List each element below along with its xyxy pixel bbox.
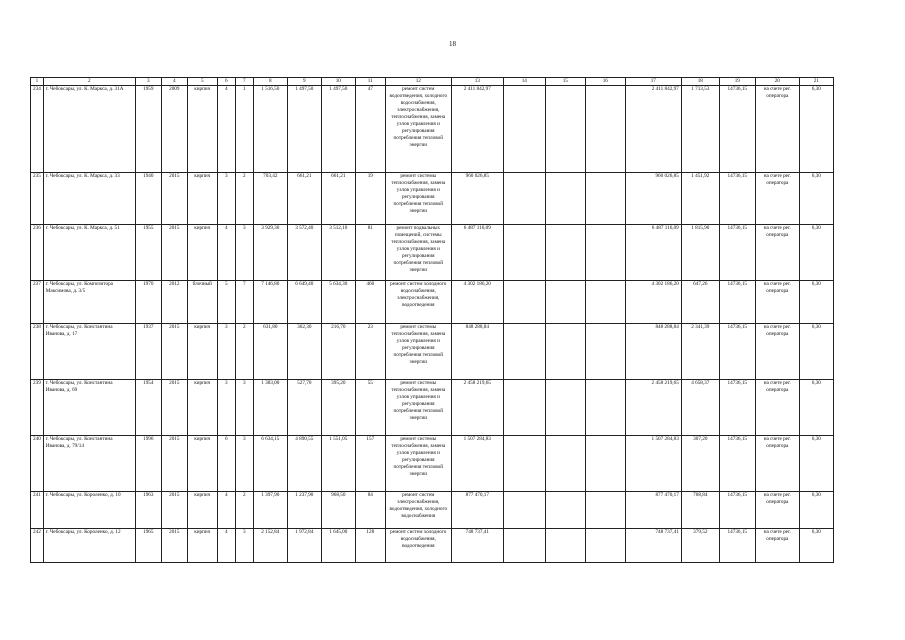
repair-works-cell: ремонт систем холодного водоснабжения, электроснабжения, водоотведения	[385, 281, 451, 324]
column-number: 9	[287, 78, 321, 86]
wall-material-cell: кирпич	[187, 225, 217, 281]
cost-per-m2-cell: 708,84	[681, 492, 719, 529]
cost-per-m2-cell: 647,26	[681, 281, 719, 324]
year-repair-cell: 2015	[161, 529, 187, 563]
column-number: 5	[187, 78, 217, 86]
total-area-cell: 1 516,50	[253, 86, 287, 173]
empty-cell-14	[503, 225, 545, 281]
column-number: 10	[321, 78, 355, 86]
empty-cell-16	[585, 225, 625, 281]
repair-cost-total-cell: 2 411 842,97	[625, 86, 681, 173]
fund-account-cell: на счете рег. оператора	[755, 225, 799, 281]
address-cell: г. Чебоксары, ул. Композитора Максимова, д. 3/5	[43, 281, 135, 324]
year-built-cell: 1996	[135, 436, 161, 492]
table-row	[31, 173, 834, 225]
contribution-rate-cell: 6,30	[799, 492, 833, 529]
year-built-cell: 1970	[135, 281, 161, 324]
living-area-cell: 661,21	[287, 173, 321, 225]
empty-cell-14	[503, 436, 545, 492]
column-number: 6	[217, 78, 235, 86]
floors-cell: 5	[217, 281, 235, 324]
table-row	[31, 225, 834, 281]
cost-limit-cell: 14736,15	[719, 324, 755, 380]
empty-cell-15	[545, 225, 585, 281]
year-built-cell: 1963	[135, 492, 161, 529]
cost-per-m2-cell: 1 815,90	[681, 225, 719, 281]
fund-account-cell: на счете рег. оператора	[755, 380, 799, 436]
cost-per-m2-cell: 1 451,92	[681, 173, 719, 225]
year-repair-cell: 2015	[161, 324, 187, 380]
table-row	[31, 86, 834, 173]
total-area-cell: 631,80	[253, 324, 287, 380]
wall-material-cell: кирпич	[187, 492, 217, 529]
wall-material-cell: блочный	[187, 281, 217, 324]
residents-cell: 47	[355, 86, 385, 173]
owned-area-cell: 1 645,00	[321, 529, 355, 563]
repair-cost-cell: 877 470,17	[451, 492, 503, 529]
owned-area-cell: 5 634,30	[321, 281, 355, 324]
empty-cell-14	[503, 281, 545, 324]
entrances-cell: 3	[235, 380, 253, 436]
floors-cell: 4	[217, 225, 235, 281]
empty-cell-15	[545, 492, 585, 529]
repair-works-cell: ремонт систем водоотведения, холодного водоснабжения, электроснабжения, теплоснабжения, замена узлов управления и регулирования потребления тепловой энергии	[385, 86, 451, 173]
column-number: 19	[719, 78, 755, 86]
contribution-rate-cell: 6,30	[799, 436, 833, 492]
year-repair-cell: 2015	[161, 492, 187, 529]
empty-cell-14	[503, 529, 545, 563]
fund-account-cell: на счете рег. оператора	[755, 86, 799, 173]
fund-account-cell: на счете рег. оператора	[755, 173, 799, 225]
wall-material-cell: кирпич	[187, 380, 217, 436]
empty-cell-16	[585, 436, 625, 492]
year-repair-cell: 2015	[161, 173, 187, 225]
row-number: 241	[31, 492, 44, 529]
living-area-cell: 1 972,84	[287, 529, 321, 563]
empty-cell-16	[585, 86, 625, 173]
total-area-cell: 2 152,84	[253, 529, 287, 563]
cost-limit-cell: 14736,15	[719, 436, 755, 492]
cost-per-m2-cell: 379,52	[681, 529, 719, 563]
residents-cell: 460	[355, 281, 385, 324]
entrances-cell: 1	[235, 86, 253, 173]
repair-works-cell: ремонт подвальных помещений, системы теплоснабжения, замена узлов управления и регулирования потребления тепловой энергии	[385, 225, 451, 281]
cost-limit-cell: 14736,15	[719, 173, 755, 225]
repair-cost-total-cell: 877 470,17	[625, 492, 681, 529]
floors-cell: 3	[217, 173, 235, 225]
living-area-cell: 4 890,55	[287, 436, 321, 492]
column-number: 1	[31, 78, 44, 86]
year-repair-cell: 2015	[161, 380, 187, 436]
cost-limit-cell: 14736,15	[719, 492, 755, 529]
page-number: 18	[449, 40, 456, 48]
repair-cost-cell: 2 458 219,65	[451, 380, 503, 436]
repair-works-cell: ремонт системы теплоснабжения, замена узлов управления и регулирования потребления тепловой энергии	[385, 324, 451, 380]
column-number: 8	[253, 78, 287, 86]
repair-cost-total-cell: 2 458 219,65	[625, 380, 681, 436]
living-area-cell: 3 572,40	[287, 225, 321, 281]
year-repair-cell: 2015	[161, 225, 187, 281]
fund-account-cell: на счете рег. оператора	[755, 281, 799, 324]
column-number: 16	[585, 78, 625, 86]
empty-cell-15	[545, 436, 585, 492]
repair-works-cell: ремонт системы теплоснабжения, замена узлов управления и регулирования потребления тепловой энергии	[385, 436, 451, 492]
table-row	[31, 436, 834, 492]
column-number: 2	[43, 78, 135, 86]
column-number: 13	[451, 78, 503, 86]
repair-cost-cell: 6 487 116,09	[451, 225, 503, 281]
cost-limit-cell: 14736,15	[719, 281, 755, 324]
fund-account-cell: на счете рег. оператора	[755, 529, 799, 563]
empty-cell-14	[503, 173, 545, 225]
address-cell: г. Чебоксары, ул. Константина Иванова, д. 17	[43, 324, 135, 380]
total-area-cell: 6 634,15	[253, 436, 287, 492]
capital-repair-register-table	[30, 77, 834, 563]
floors-cell: 3	[217, 324, 235, 380]
repair-cost-cell: 848 288,84	[451, 324, 503, 380]
owned-area-cell: 395,20	[321, 380, 355, 436]
column-number-row	[31, 78, 834, 86]
repair-works-cell: ремонт систем электроснабжения, водоотведения, холодного водоснабжения	[385, 492, 451, 529]
living-area-cell: 1 237,90	[287, 492, 321, 529]
address-cell: г. Чебоксары, ул. К. Маркса, д. 51	[43, 225, 135, 281]
repair-cost-total-cell: 1 507 284,83	[625, 436, 681, 492]
total-area-cell: 703,42	[253, 173, 287, 225]
year-repair-cell: 2012	[161, 281, 187, 324]
column-number: 20	[755, 78, 799, 86]
entrances-cell: 3	[235, 436, 253, 492]
empty-cell-14	[503, 492, 545, 529]
entrances-cell: 7	[235, 281, 253, 324]
table-row	[31, 492, 834, 529]
contribution-rate-cell: 6,30	[799, 86, 833, 173]
cost-per-m2-cell: 1 713,53	[681, 86, 719, 173]
column-number: 3	[135, 78, 161, 86]
empty-cell-16	[585, 173, 625, 225]
repair-works-cell: ремонт системы теплоснабжения, замена узлов управления и регулирования потребления тепловой энергии	[385, 173, 451, 225]
table-row	[31, 380, 834, 436]
empty-cell-15	[545, 380, 585, 436]
repair-cost-total-cell: 6 487 116,09	[625, 225, 681, 281]
living-area-cell: 1 497,50	[287, 86, 321, 173]
residents-cell: 55	[355, 380, 385, 436]
row-number: 236	[31, 225, 44, 281]
empty-cell-15	[545, 86, 585, 173]
total-area-cell: 1 397,90	[253, 492, 287, 529]
year-built-cell: 1940	[135, 173, 161, 225]
living-area-cell: 6 649,40	[287, 281, 321, 324]
empty-cell-15	[545, 324, 585, 380]
repair-cost-total-cell: 4 302 186,20	[625, 281, 681, 324]
row-number: 239	[31, 380, 44, 436]
floors-cell: 4	[217, 492, 235, 529]
living-area-cell: 527,70	[287, 380, 321, 436]
contribution-rate-cell: 6,30	[799, 225, 833, 281]
fund-account-cell: на счете рег. оператора	[755, 492, 799, 529]
wall-material-cell: кирпич	[187, 324, 217, 380]
floors-cell: 6	[217, 436, 235, 492]
repair-cost-total-cell: 748 737,41	[625, 529, 681, 563]
year-repair-cell: 2009	[161, 86, 187, 173]
wall-material-cell: кирпич	[187, 436, 217, 492]
year-built-cell: 1955	[135, 225, 161, 281]
total-area-cell: 7 146,80	[253, 281, 287, 324]
wall-material-cell: кирпич	[187, 173, 217, 225]
entrances-cell: 2	[235, 173, 253, 225]
column-number: 21	[799, 78, 833, 86]
wall-material-cell: кирпич	[187, 529, 217, 563]
contribution-rate-cell: 6,30	[799, 173, 833, 225]
table-row	[31, 529, 834, 563]
contribution-rate-cell: 6,30	[799, 324, 833, 380]
residents-cell: 157	[355, 436, 385, 492]
residents-cell: 19	[355, 173, 385, 225]
column-number: 15	[545, 78, 585, 86]
empty-cell-16	[585, 380, 625, 436]
repair-works-cell: ремонт системы теплоснабжения, замена узлов управления и регулирования потребления тепловой энергии	[385, 380, 451, 436]
residents-cell: 23	[355, 324, 385, 380]
cost-limit-cell: 14736,15	[719, 529, 755, 563]
repair-cost-cell: 4 302 186,20	[451, 281, 503, 324]
address-cell: г. Чебоксары, ул. Константина Иванова, д. 79/14	[43, 436, 135, 492]
entrances-cell: 3	[235, 225, 253, 281]
table-row	[31, 324, 834, 380]
repair-cost-total-cell: 960 026,85	[625, 173, 681, 225]
address-cell: г. Чебоксары, ул. Короленко, д. 10	[43, 492, 135, 529]
empty-cell-14	[503, 86, 545, 173]
owned-area-cell: 661,21	[321, 173, 355, 225]
owned-area-cell: 3 512,10	[321, 225, 355, 281]
total-area-cell: 3 929,30	[253, 225, 287, 281]
empty-cell-14	[503, 380, 545, 436]
column-number: 11	[355, 78, 385, 86]
column-number: 14	[503, 78, 545, 86]
residents-cell: 84	[355, 492, 385, 529]
cost-limit-cell: 14736,15	[719, 380, 755, 436]
contribution-rate-cell: 6,30	[799, 529, 833, 563]
column-number: 18	[681, 78, 719, 86]
year-built-cell: 1937	[135, 324, 161, 380]
repair-cost-cell: 748 737,41	[451, 529, 503, 563]
empty-cell-16	[585, 281, 625, 324]
owned-area-cell: 1 497,50	[321, 86, 355, 173]
repair-cost-cell: 1 507 284,83	[451, 436, 503, 492]
address-cell: г. Чебоксары, ул. К. Маркса, д. 31А	[43, 86, 135, 173]
column-number: 4	[161, 78, 187, 86]
entrances-cell: 2	[235, 492, 253, 529]
row-number: 238	[31, 324, 44, 380]
total-area-cell: 1 383,00	[253, 380, 287, 436]
fund-account-cell: на счете рег. оператора	[755, 436, 799, 492]
year-built-cell: 1954	[135, 380, 161, 436]
empty-cell-15	[545, 529, 585, 563]
floors-cell: 4	[217, 86, 235, 173]
table-row	[31, 281, 834, 324]
cost-limit-cell: 14736,15	[719, 86, 755, 173]
empty-cell-15	[545, 281, 585, 324]
wall-material-cell: кирпич	[187, 86, 217, 173]
column-number: 17	[625, 78, 681, 86]
fund-account-cell: на счете рег. оператора	[755, 324, 799, 380]
entrances-cell: 2	[235, 324, 253, 380]
cost-per-m2-cell: 4 658,37	[681, 380, 719, 436]
entrances-cell: 3	[235, 529, 253, 563]
cost-limit-cell: 14736,15	[719, 225, 755, 281]
repair-works-cell: ремонт систем холодного водоснабжения, водоотведения	[385, 529, 451, 563]
row-number: 242	[31, 529, 44, 563]
cost-per-m2-cell: 2 341,39	[681, 324, 719, 380]
address-cell: г. Чебоксары, ул. Короленко, д. 12	[43, 529, 135, 563]
row-number: 235	[31, 173, 44, 225]
address-cell: г. Чебоксары, ул. К. Маркса, д. 33	[43, 173, 135, 225]
year-repair-cell: 2015	[161, 436, 187, 492]
floors-cell: 3	[217, 380, 235, 436]
empty-cell-14	[503, 324, 545, 380]
empty-cell-16	[585, 492, 625, 529]
repair-cost-total-cell: 848 288,84	[625, 324, 681, 380]
address-cell: г. Чебоксары, ул. Константина Иванова, д. 69	[43, 380, 135, 436]
column-number: 7	[235, 78, 253, 86]
year-built-cell: 1959	[135, 86, 161, 173]
row-number: 240	[31, 436, 44, 492]
empty-cell-15	[545, 173, 585, 225]
row-number: 234	[31, 86, 44, 173]
residents-cell: 128	[355, 529, 385, 563]
row-number: 237	[31, 281, 44, 324]
year-built-cell: 1965	[135, 529, 161, 563]
residents-cell: 81	[355, 225, 385, 281]
empty-cell-16	[585, 529, 625, 563]
repair-cost-cell: 960 026,85	[451, 173, 503, 225]
contribution-rate-cell: 6,30	[799, 380, 833, 436]
contribution-rate-cell: 6,30	[799, 281, 833, 324]
floors-cell: 4	[217, 529, 235, 563]
owned-area-cell: 1 551,05	[321, 436, 355, 492]
repair-cost-cell: 2 411 842,97	[451, 86, 503, 173]
living-area-cell: 362,30	[287, 324, 321, 380]
owned-area-cell: 216,70	[321, 324, 355, 380]
column-number: 12	[385, 78, 451, 86]
empty-cell-16	[585, 324, 625, 380]
owned-area-cell: 968,50	[321, 492, 355, 529]
cost-per-m2-cell: 307,20	[681, 436, 719, 492]
